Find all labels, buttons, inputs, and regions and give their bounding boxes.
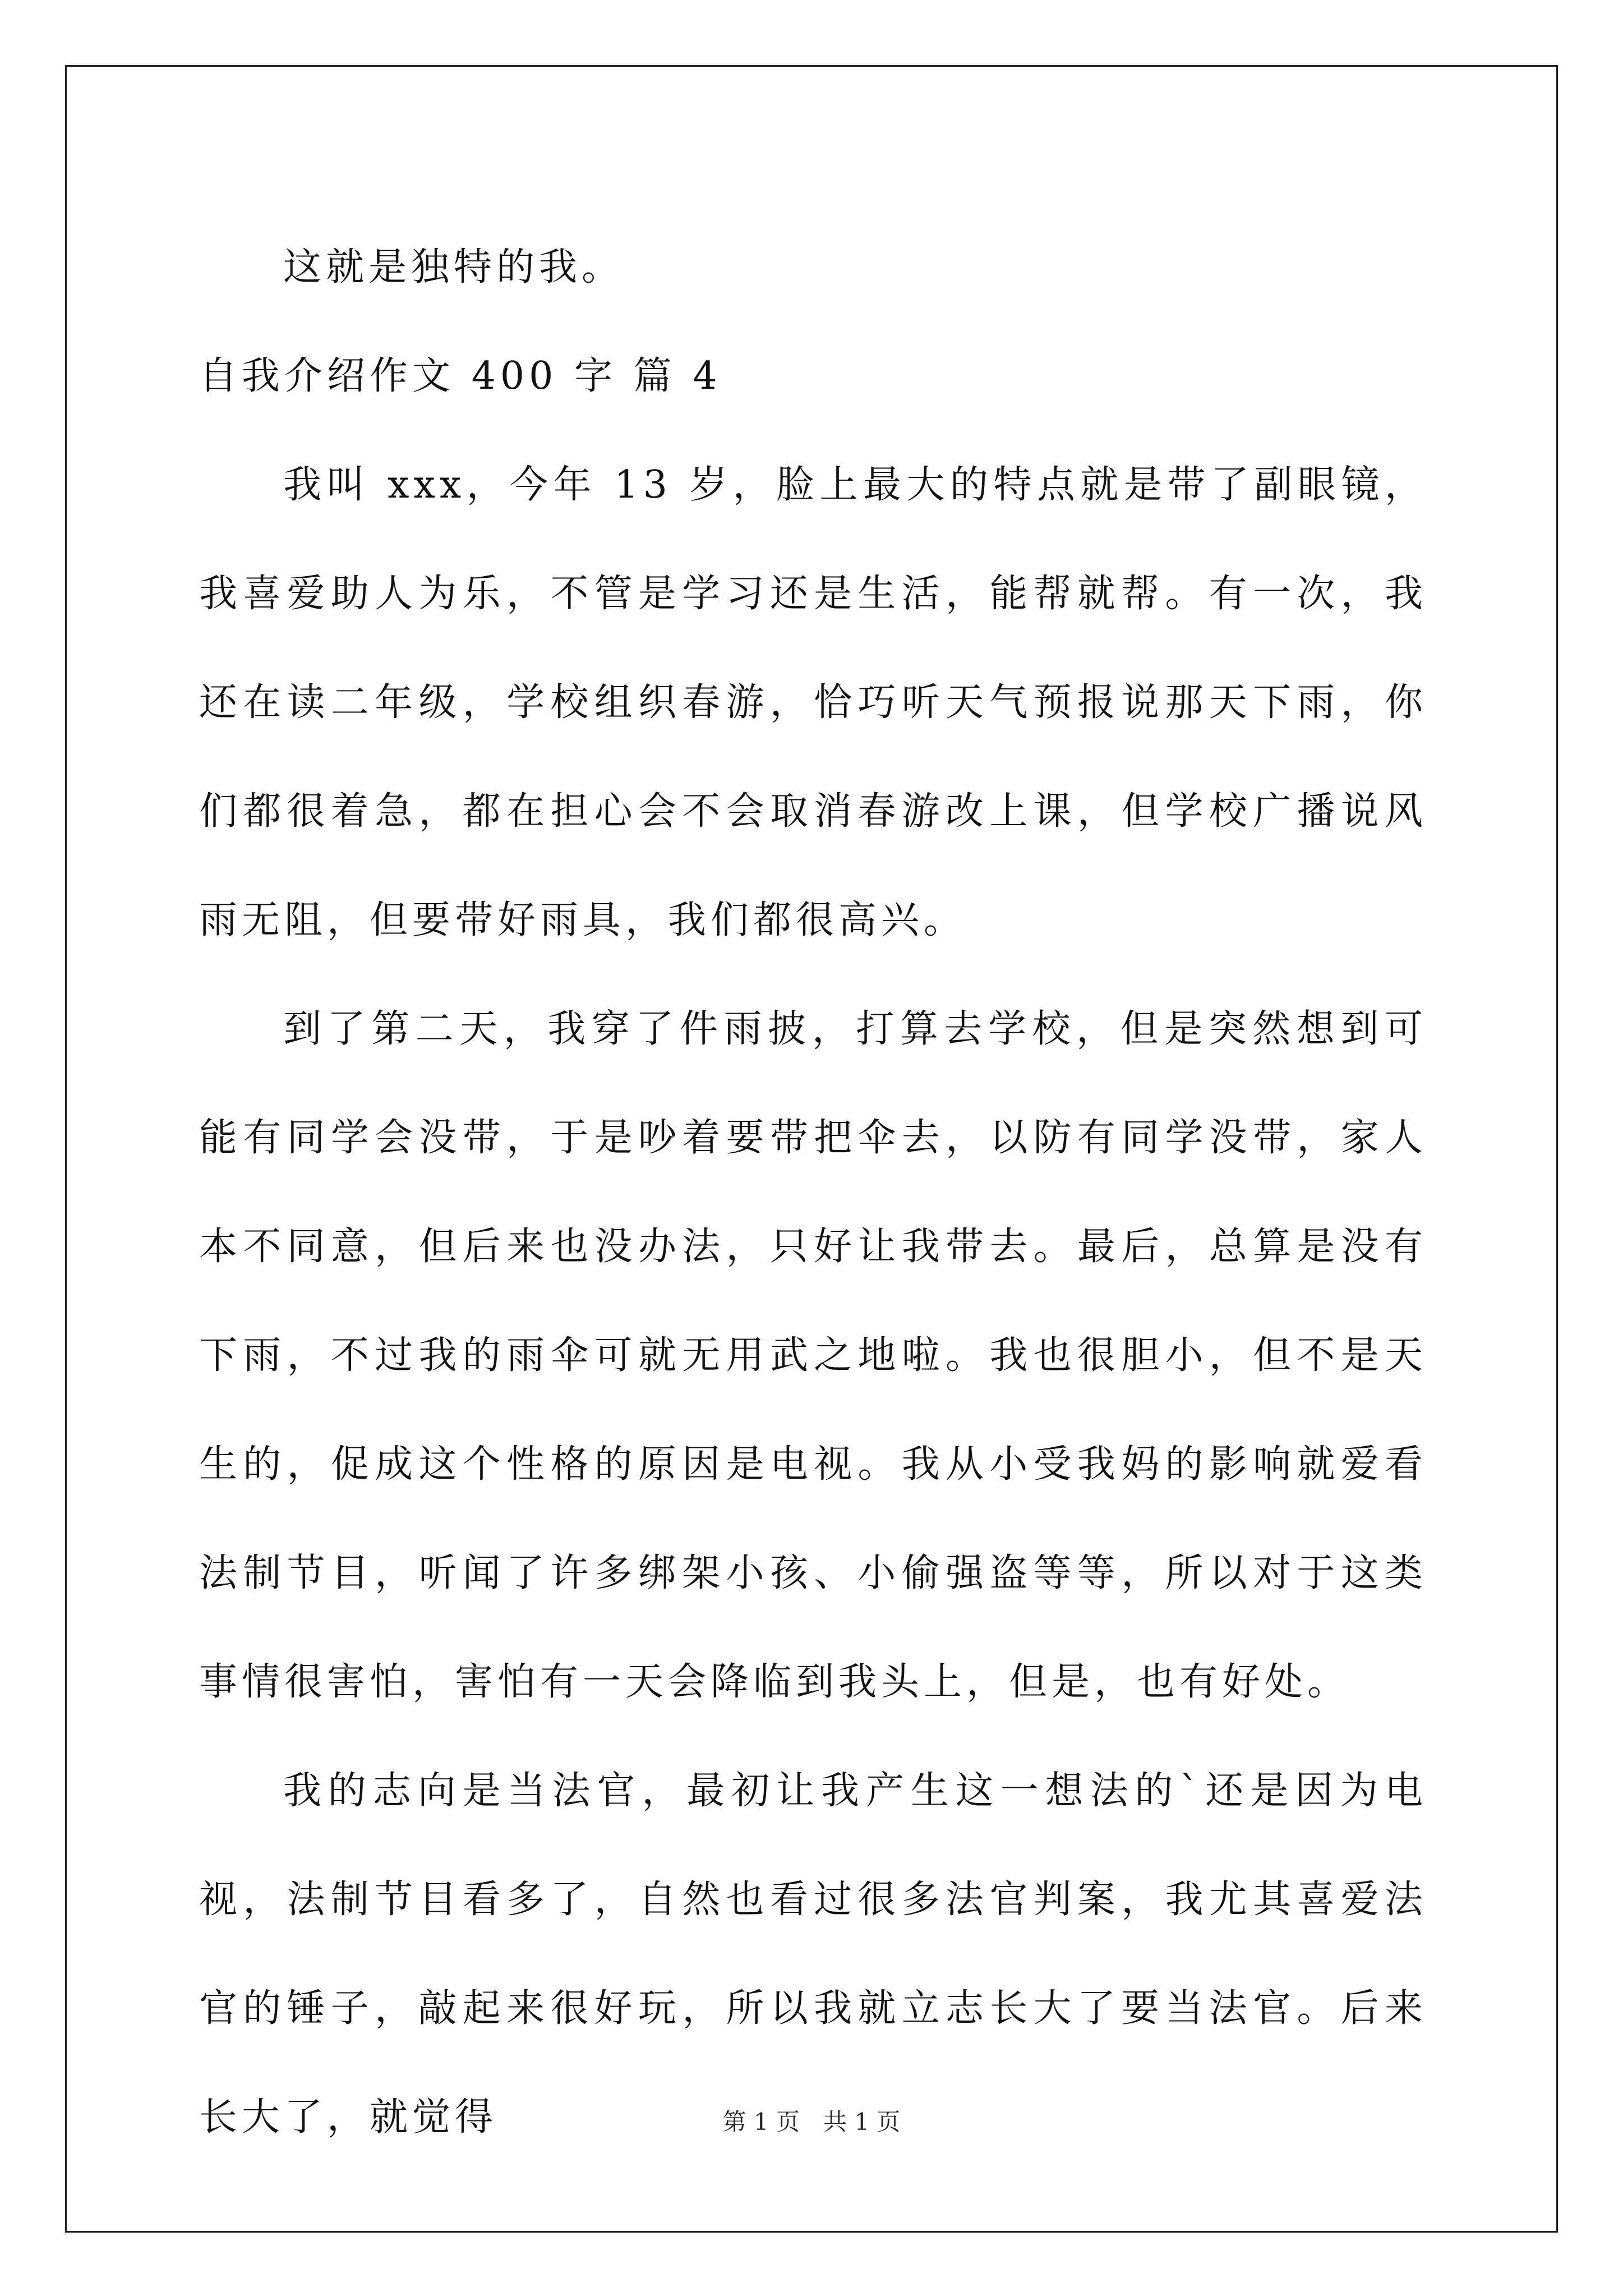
paragraph-closing-line: 这就是独特的我。 xyxy=(283,245,625,289)
document-body xyxy=(199,213,1427,2172)
section-heading: 自我介绍作文 400 字 篇 4 xyxy=(199,354,722,398)
paragraph-ambition: 我的志向是当法官，最初让我产生这一想法的`还是因为电视，法制节目看多了，自然也看过很多法官判案，我尤其喜爱法官的锤子，敲起来很好玩，所以我就立志长大了要当法官。后来长大了，就觉得 xyxy=(199,1769,1427,2139)
paragraph-second-day: 到了第二天，我穿了件雨披，打算去学校，但是突然想到可能有同学会没带，于是吵着要带把伞去，以防有同学没带，家人本不同意，但后来也没办法，只好让我带去。最后，总算是没有下雨，不过我的雨伞可就无用武之地啦。我也很胆小，但不是天生的，促成这个性格的原因是电视。我从小受我妈的影响就爱看法制节目，听闻了许多绑架小孩、小偷强盗等等，所以对于这类事情很害怕，害怕有一天会降临到我头上，但是，也有好处。 xyxy=(199,1007,1427,1704)
page-footer: 第 1 页 共 1 页 xyxy=(722,2108,901,2136)
paragraph-intro: 我叫 xxx，今年 13 岁，脸上最大的特点就是带了副眼镜，我喜爱助人为乐，不管是学习还是生活，能帮就帮。有一次，我还在读二年级，学校组织春游，恰巧听天气预报说那天下雨，你们都很着急，都在担心会不会取消春游改上课，但学校广播说风雨无阻，但要带好雨具，我们都很高兴。 xyxy=(199,463,1427,942)
